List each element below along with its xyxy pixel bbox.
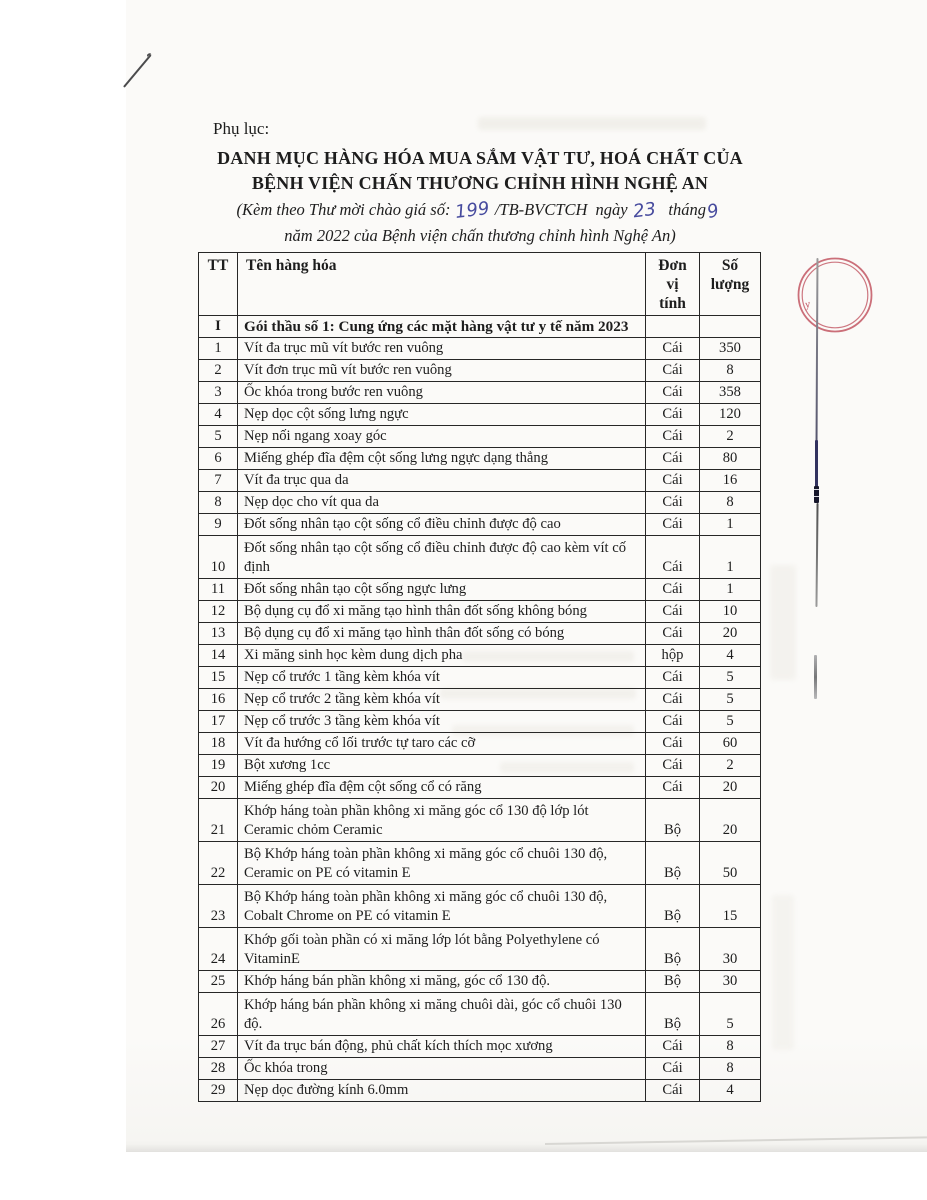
column-header-unit: Đơn vị tính xyxy=(646,253,700,316)
cell-tt: 5 xyxy=(199,426,238,448)
cell-qty: 120 xyxy=(700,404,761,426)
cell-tt: 25 xyxy=(199,971,238,993)
cell-unit: Cái xyxy=(646,1080,700,1102)
cell-tt: 26 xyxy=(199,993,238,1036)
cell-unit: Bộ xyxy=(646,885,700,928)
cell-name: Nẹp nối ngang xoay góc xyxy=(238,426,646,448)
handwritten-month: 9 xyxy=(705,199,722,223)
cell-unit: Cái xyxy=(646,426,700,448)
cell-tt: 21 xyxy=(199,799,238,842)
cell-name: Gói thầu số 1: Cung ứng các mặt hàng vật tư y tế năm 2023 xyxy=(238,316,646,338)
cell-name: Bộ dụng cụ đổ xi măng tạo hình thân đốt sống có bóng xyxy=(238,623,646,645)
cell-name: Đốt sống nhân tạo cột sống cổ điều chỉnh được độ cao kèm vít cố định xyxy=(238,536,646,579)
cell-qty: 5 xyxy=(700,689,761,711)
cell-qty: 2 xyxy=(700,426,761,448)
cell-tt: I xyxy=(199,316,238,338)
cell-unit: Cái xyxy=(646,492,700,514)
cell-tt: 4 xyxy=(199,404,238,426)
table-row xyxy=(199,885,761,928)
table-row xyxy=(199,404,761,426)
cell-tt: 27 xyxy=(199,1036,238,1058)
table-row xyxy=(199,1058,761,1080)
cell-qty: 20 xyxy=(700,777,761,799)
table-row xyxy=(199,426,761,448)
cell-qty: 10 xyxy=(700,601,761,623)
cell-qty: 80 xyxy=(700,448,761,470)
table-row xyxy=(199,667,761,689)
cell-qty: 8 xyxy=(700,492,761,514)
cell-unit: hộp xyxy=(646,645,700,667)
cell-unit: Cái xyxy=(646,404,700,426)
cell-qty: 350 xyxy=(700,338,761,360)
page-edge-line xyxy=(814,486,819,503)
cell-unit: Cái xyxy=(646,777,700,799)
cell-unit: Cái xyxy=(646,470,700,492)
cell-name: Đốt sống nhân tạo cột sống cổ điều chỉnh được độ cao xyxy=(238,514,646,536)
page-edge-line xyxy=(814,655,817,699)
cell-name: Bộ Khớp háng toàn phần không xi măng góc cổ chuôi 130 độ, Ceramic on PE có vitamin E xyxy=(238,842,646,885)
table-row xyxy=(199,448,761,470)
cell-unit: Cái xyxy=(646,755,700,777)
table-row xyxy=(199,928,761,971)
items-table xyxy=(198,252,761,1102)
cell-tt: 1 xyxy=(199,338,238,360)
cell-name: Khớp háng bán phần không xi măng, góc cổ 130 độ. xyxy=(238,971,646,993)
cell-name: Vít đa trục qua da xyxy=(238,470,646,492)
cell-tt: 24 xyxy=(199,928,238,971)
cell-qty: 1 xyxy=(700,579,761,601)
cell-tt: 19 xyxy=(199,755,238,777)
cell-name: Nẹp dọc đường kính 6.0mm xyxy=(238,1080,646,1102)
cell-unit: Bộ xyxy=(646,928,700,971)
ref-printed-2: /TB-BVCTCH xyxy=(494,200,588,219)
ref-printed-1: (Kèm theo Thư mời chào giá số: xyxy=(236,200,451,219)
document-title-line1: DANH MỤC HÀNG HÓA MUA SẮM VẬT TƯ, HOÁ CHẤT CỦA xyxy=(217,148,743,168)
cell-qty: 60 xyxy=(700,733,761,755)
cell-name: Miếng ghép đĩa đệm cột sống cổ có răng xyxy=(238,777,646,799)
cell-name: Vít đa hướng cổ lối trước tự taro các cỡ xyxy=(238,733,646,755)
column-header-name: Tên hàng hóa xyxy=(238,253,646,316)
page-edge-line xyxy=(815,440,819,489)
cell-unit: Cái xyxy=(646,579,700,601)
cell-qty: 50 xyxy=(700,842,761,885)
cell-tt: 14 xyxy=(199,645,238,667)
cell-tt: 2 xyxy=(199,360,238,382)
cell-unit: Cái xyxy=(646,448,700,470)
cell-name: Vít đa trục bán động, phủ chất kích thích mọc xương xyxy=(238,1036,646,1058)
table-header-row xyxy=(199,253,761,316)
cell-unit: Cái xyxy=(646,623,700,645)
cell-name: Nẹp cổ trước 1 tầng kèm khóa vít xyxy=(238,667,646,689)
cell-qty: 1 xyxy=(700,514,761,536)
stamp-mark-glyph: y xyxy=(803,298,812,311)
cell-unit: Bộ xyxy=(646,971,700,993)
cell-qty: 4 xyxy=(700,1080,761,1102)
cell-name: Khớp háng bán phần không xi măng chuôi dài, góc cổ chuôi 130 độ. xyxy=(238,993,646,1036)
cell-unit: Bộ xyxy=(646,993,700,1036)
cell-tt: 16 xyxy=(199,689,238,711)
cell-tt: 11 xyxy=(199,579,238,601)
reference-line xyxy=(195,197,765,224)
cell-tt: 18 xyxy=(199,733,238,755)
cell-tt: 20 xyxy=(199,777,238,799)
reference-line2: năm 2022 của Bệnh viện chấn thương chỉnh hình Nghệ An) xyxy=(284,226,676,245)
cell-tt: 9 xyxy=(199,514,238,536)
cell-unit: Cái xyxy=(646,1036,700,1058)
cell-tt: 23 xyxy=(199,885,238,928)
cell-unit: Cái xyxy=(646,689,700,711)
cell-unit: Cái xyxy=(646,382,700,404)
cell-tt: 10 xyxy=(199,536,238,579)
table-row xyxy=(199,993,761,1036)
cell-name: Bột xương 1cc xyxy=(238,755,646,777)
table-row xyxy=(199,777,761,799)
cell-qty: 5 xyxy=(700,993,761,1036)
cell-tt: 7 xyxy=(199,470,238,492)
table-row xyxy=(199,579,761,601)
cell-name: Bộ dụng cụ đổ xi măng tạo hình thân đốt sống không bóng xyxy=(238,601,646,623)
table-row xyxy=(199,470,761,492)
table-row xyxy=(199,492,761,514)
cell-unit: Cái xyxy=(646,667,700,689)
cell-tt: 15 xyxy=(199,667,238,689)
cell-name: Ốc khóa trong xyxy=(238,1058,646,1080)
cell-qty: 5 xyxy=(700,667,761,689)
cell-name: Miếng ghép đĩa đệm cột sống lưng ngực dạng thẳng xyxy=(238,448,646,470)
cell-name: Bộ Khớp háng toàn phần không xi măng góc cổ chuôi 130 độ, Cobalt Chrome on PE có vitamin E xyxy=(238,885,646,928)
table-row xyxy=(199,645,761,667)
table-row xyxy=(199,338,761,360)
cell-qty: 2 xyxy=(700,755,761,777)
cell-name: Nẹp cổ trước 2 tầng kèm khóa vít xyxy=(238,689,646,711)
cell-unit: Cái xyxy=(646,514,700,536)
cell-unit xyxy=(646,316,700,338)
cell-qty: 5 xyxy=(700,711,761,733)
cell-name: Nẹp dọc cột sống lưng ngực xyxy=(238,404,646,426)
cell-qty: 30 xyxy=(700,971,761,993)
cell-unit: Cái xyxy=(646,536,700,579)
table-row xyxy=(199,711,761,733)
cell-qty: 4 xyxy=(700,645,761,667)
cell-name: Nẹp dọc cho vít qua da xyxy=(238,492,646,514)
cell-qty: 1 xyxy=(700,536,761,579)
cell-tt: 3 xyxy=(199,382,238,404)
cell-unit: Cái xyxy=(646,711,700,733)
section-row xyxy=(199,316,761,338)
cell-tt: 22 xyxy=(199,842,238,885)
cell-tt: 29 xyxy=(199,1080,238,1102)
cell-qty: 8 xyxy=(700,360,761,382)
table-row xyxy=(199,689,761,711)
cell-unit: Cái xyxy=(646,1058,700,1080)
table-row xyxy=(199,1036,761,1058)
cell-tt: 12 xyxy=(199,601,238,623)
handwritten-number: 199 xyxy=(454,197,492,224)
cell-qty: 20 xyxy=(700,623,761,645)
document-title-line2: BỆNH VIỆN CHẤN THƯƠNG CHỈNH HÌNH NGHỆ AN xyxy=(251,173,709,193)
cell-qty: 358 xyxy=(700,382,761,404)
cell-qty: 16 xyxy=(700,470,761,492)
cell-tt: 13 xyxy=(199,623,238,645)
table-row xyxy=(199,601,761,623)
column-header-tt: TT xyxy=(199,253,238,316)
bleedthrough-smudge xyxy=(772,895,794,1050)
table-row xyxy=(199,536,761,579)
cell-name: Khớp gối toàn phần có xi măng lớp lót bằng Polyethylene có VitaminE xyxy=(238,928,646,971)
table-row xyxy=(199,514,761,536)
cell-unit: Bộ xyxy=(646,799,700,842)
table-row xyxy=(199,971,761,993)
table-row xyxy=(199,623,761,645)
bleedthrough-smudge xyxy=(478,117,706,130)
cell-name: Vít đa trục mũ vít bước ren vuông xyxy=(238,338,646,360)
table-row xyxy=(199,842,761,885)
cell-name: Ốc khóa trong bước ren vuông xyxy=(238,382,646,404)
cell-name: Nẹp cổ trước 3 tầng kèm khóa vít xyxy=(238,711,646,733)
ref-printed-3: ngày xyxy=(595,200,628,219)
appendix-label: Phụ lục: xyxy=(213,119,270,138)
cell-unit: Cái xyxy=(646,733,700,755)
cell-unit: Cái xyxy=(646,360,700,382)
handwritten-day: 23 xyxy=(631,198,657,223)
table-row xyxy=(199,1080,761,1102)
table-row xyxy=(199,360,761,382)
cell-qty: 15 xyxy=(700,885,761,928)
cell-unit: Bộ xyxy=(646,842,700,885)
ref-printed-4: tháng xyxy=(668,200,707,219)
cell-qty xyxy=(700,316,761,338)
table-row xyxy=(199,755,761,777)
cell-name: Đốt sống nhân tạo cột sống ngực lưng xyxy=(238,579,646,601)
table-row xyxy=(199,733,761,755)
cell-unit: Cái xyxy=(646,601,700,623)
table-row xyxy=(199,799,761,842)
cell-qty: 20 xyxy=(700,799,761,842)
column-header-qty: Số lượng xyxy=(700,253,761,316)
bleedthrough-smudge xyxy=(770,565,796,680)
cell-qty: 30 xyxy=(700,928,761,971)
cell-unit: Cái xyxy=(646,338,700,360)
cell-tt: 6 xyxy=(199,448,238,470)
cell-qty: 8 xyxy=(700,1058,761,1080)
cell-name: Vít đơn trục mũ vít bước ren vuông xyxy=(238,360,646,382)
cell-tt: 8 xyxy=(199,492,238,514)
items-table-body xyxy=(199,316,761,1102)
cell-tt: 28 xyxy=(199,1058,238,1080)
cell-name: Khớp háng toàn phần không xi măng góc cổ 130 độ lớp lót Ceramic chỏm Ceramic xyxy=(238,799,646,842)
cell-qty: 8 xyxy=(700,1036,761,1058)
table-row xyxy=(199,382,761,404)
red-stamp-edge xyxy=(786,252,820,340)
cell-name: Xi măng sinh học kèm dung dịch pha xyxy=(238,645,646,667)
cell-tt: 17 xyxy=(199,711,238,733)
